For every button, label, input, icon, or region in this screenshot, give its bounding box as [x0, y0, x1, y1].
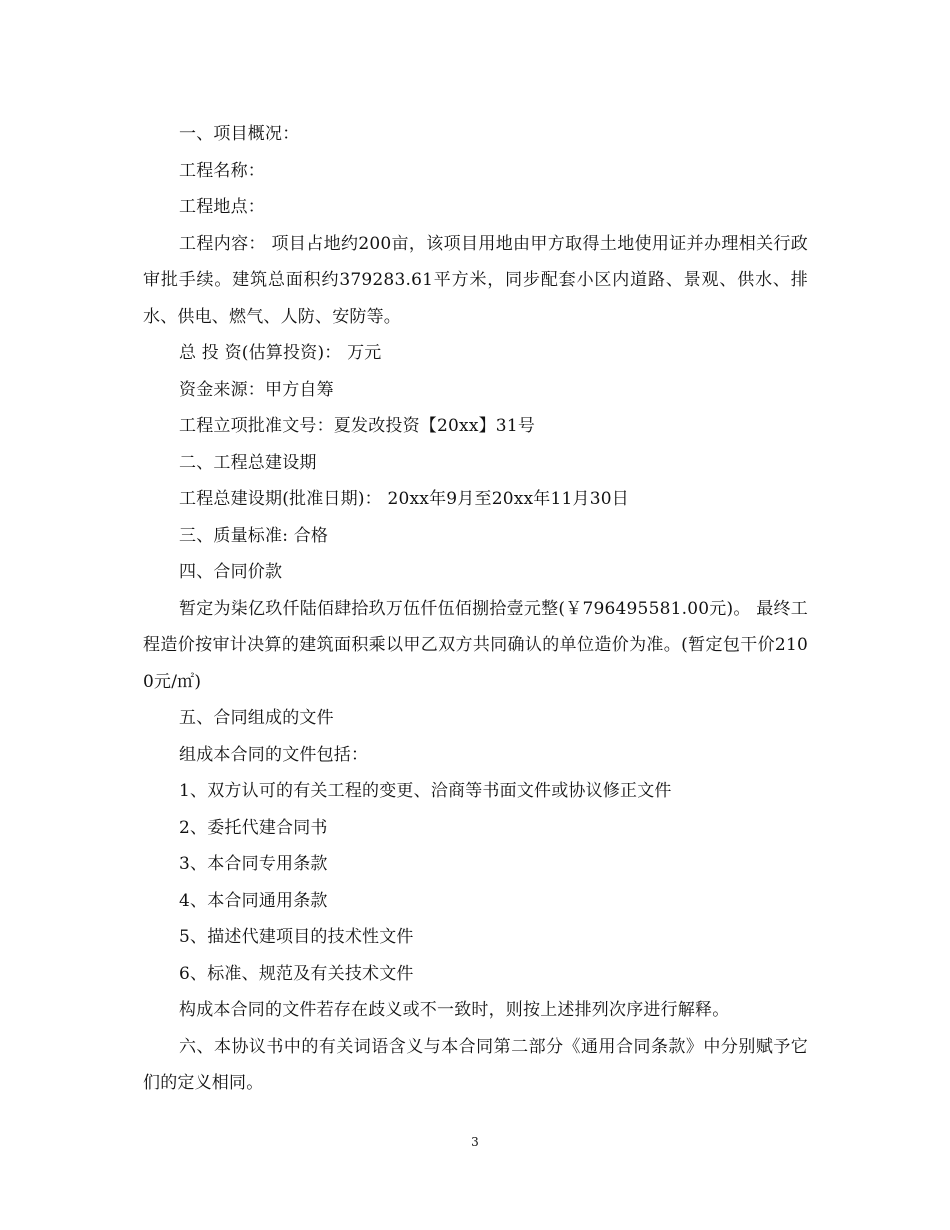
list-item: 6、标准、规范及有关技术文件 — [179, 963, 414, 984]
project-name-line: 工程名称： — [179, 160, 265, 181]
total-investment-line: 总 投 资(估算投资)： 万元 — [179, 343, 382, 363]
definitions-paragraph: 六、本协议书中的有关词语含义与本合同第二部分《通用合同条款》中分别赋予它们的定义相同。 — [143, 1036, 808, 1093]
section-heading-project-overview: 一、项目概况： — [179, 124, 300, 144]
page-number: 3 — [471, 1135, 479, 1149]
contract-documents-intro: 组成本合同的文件包括： — [179, 744, 369, 765]
list-item: 4、本合同通用条款 — [179, 890, 328, 911]
list-item: 3、本合同专用条款 — [179, 854, 328, 874]
section-heading-quality-standard: 三、质量标准: 合格 — [179, 525, 329, 546]
construction-period-line: 工程总建设期(批准日期)： 20xx年9月至20xx年11月30日 — [179, 489, 629, 509]
list-item: 2、委托代建合同书 — [179, 817, 328, 838]
funding-source-line: 资金来源：甲方自筹 — [179, 379, 334, 400]
section-heading-contract-documents: 五、合同组成的文件 — [179, 708, 334, 728]
project-location-line: 工程地点： — [179, 197, 265, 217]
contract-price-paragraph: 暂定为柒亿玖仟陆佰肆拾玖万伍仟伍佰捌拾壹元整(￥796495581.00元)。 最终工程造价按审计决算的建筑面积乘以甲乙双方共同确认的单位造价为准。(暂定包干价2100元/㎡) — [143, 598, 808, 692]
approval-number-line: 工程立项批准文号：夏发改投资【20xx】31号 — [179, 416, 536, 436]
list-item: 1、双方认可的有关工程的变更、洽商等书面文件或协议修正文件 — [179, 781, 672, 801]
project-content-paragraph: 工程内容： 项目占地约200亩，该项目用地由甲方取得土地使用证并办理相关行政审批手续。建筑总面积约379283.61平方米，同步配套小区内道路、景观、供水、排水、供电、燃气、人防、安防等。 — [143, 233, 808, 327]
list-item: 5、描述代建项目的技术性文件 — [179, 927, 414, 947]
document-body — [143, 116, 808, 1102]
section-heading-construction-period: 二、工程总建设期 — [179, 452, 317, 473]
section-heading-contract-price: 四、合同价款 — [179, 562, 283, 582]
interpretation-order-paragraph: 构成本合同的文件若存在歧义或不一致时，则按上述排列次序进行解释。 — [179, 1000, 730, 1020]
